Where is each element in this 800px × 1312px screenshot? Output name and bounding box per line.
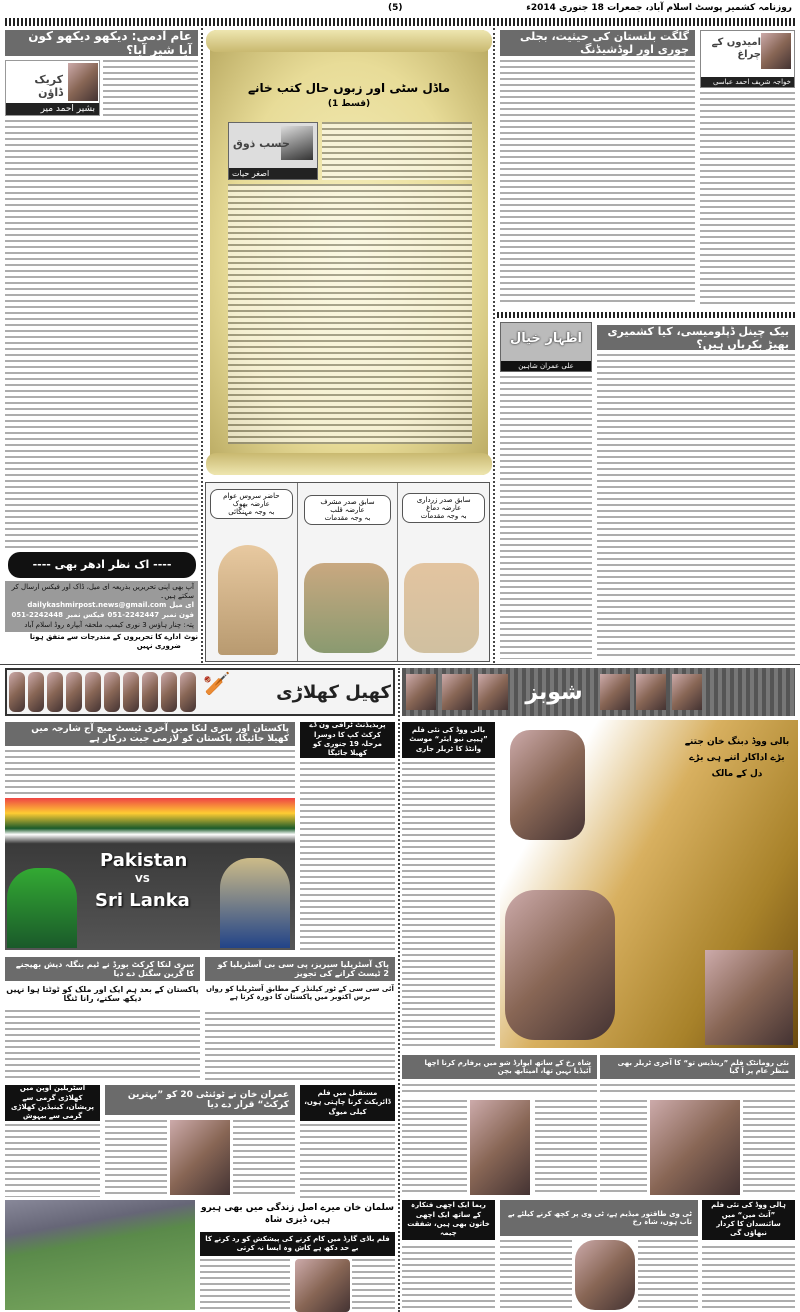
article-text <box>535 1100 597 1195</box>
sports-headline-open: آسٹریلین اوپن میں کھلاڑی گرمی سے پریشان، کینیڈین کھلاڑی گرمی سے بیہوش <box>5 1085 100 1121</box>
showbiz-headline-srk: شاہ رخ کے ساتھ ایوارڈ شو میں پرفارم کرنا اچھا آئیڈیا نہیں تھا، امیتابھ بچن <box>402 1055 597 1079</box>
bubble-line: بہ وجہ مقدمات <box>420 512 467 520</box>
salman-khan-image <box>500 720 798 1048</box>
phone-label: فون نمبر <box>162 610 194 619</box>
decorative-rule <box>497 312 797 318</box>
pakistan-vs-srilanka-image <box>5 798 295 950</box>
column-divider <box>201 28 203 663</box>
contact-text: آپ بھی اپنی تحریریں بذریعہ ای میل، ڈاک اور فیکس ارسال کر سکتے ہیں۔ <box>11 583 194 601</box>
player-photo <box>66 672 82 712</box>
episode-label: (قسط 1) <box>327 99 371 110</box>
article-text <box>5 120 198 548</box>
page-number: (5) <box>388 3 403 13</box>
article-text <box>500 60 695 305</box>
film-still-photo <box>650 1100 740 1195</box>
article-text <box>638 1240 698 1310</box>
team1-label: Pakistan <box>100 850 188 871</box>
cartoon-panel-musharraf <box>298 483 399 661</box>
note-text: ادارے کا تحریروں کے مندرجات سے متفق ہونا ضروری نہیں <box>29 632 181 650</box>
author-name: اصغر حیات <box>229 168 317 179</box>
dateline: روزنامہ کشمیر پوسٹ اسلام آباد، جمعرات 18 جنوری 2014ء <box>526 3 792 13</box>
sports-subheadline-aus: آئی سی سی کے ٹور کیلنڈر کے مطابق آسٹریلیا کو رواں برس اکتوبر میں پاکستان کا دورہ کرنا ہے <box>206 985 394 1001</box>
cartoon-figure <box>404 563 479 653</box>
article-text <box>702 1246 795 1310</box>
phone-number: 051-2242447 <box>107 610 160 619</box>
vs-label: VS <box>135 874 150 885</box>
celebrity-photo <box>672 674 702 710</box>
article-text <box>322 122 472 180</box>
article-text <box>700 92 795 305</box>
team2-label: Sri Lanka <box>95 890 190 911</box>
showbiz-headline-daisy: سلمان خان میرے اصل زندگی میں بھی ہیرو ہیں، ڈیزی شاہ <box>200 1203 395 1225</box>
note-label: نوٹ <box>183 632 198 641</box>
article-text <box>205 1012 395 1082</box>
showbiz-headline-film: بالی ووڈ کی نئی فلم ”ہیپی نیو ایئر“ موسٹ وانٹڈ کا ٹریلر جاری <box>402 722 495 758</box>
contact-box <box>5 581 198 632</box>
bubble-line: بہ وجہ مقدمات <box>324 514 371 522</box>
sports-banner <box>5 668 395 716</box>
sports-headline-main: پاکستان اور سری لنکا میں آخری ٹیسٹ میچ آج شارجہ میں کھیلا جائیگا، پاکستان کو لازمی جیت درکار ہے <box>5 722 295 746</box>
column-name: اظہار خیال <box>509 331 583 346</box>
info-box-title: ---- اک نظر ادھر بھی ---- <box>8 552 196 578</box>
contact-section <box>5 581 198 651</box>
sports-headline-aus: پاک آسٹریلیا سیریز، پی سی بی آسٹریلیا کو 2 ٹیسٹ کرانے کی تجویز <box>205 957 395 981</box>
article-text <box>597 354 795 659</box>
actor-photo <box>510 730 585 840</box>
sports-headline-slc: سری لنکا کرکٹ بورڈ نے ٹیم بنگلہ دیش بھیجنے کا گرین سگنل دے دیا <box>5 957 200 981</box>
article-text <box>300 1124 395 1200</box>
sports-headline-imran: عمران خان نے ٹوئنٹی 20 کو ”بہترین کرکٹ“ قرار دے دیا <box>105 1085 295 1115</box>
section-divider <box>398 668 400 1312</box>
column-name: امیدوں کے چراغ <box>711 37 761 60</box>
cartoon-figure <box>304 563 389 653</box>
scroll-roll-top <box>206 30 492 52</box>
celebrity-photo <box>636 674 666 710</box>
article-text <box>402 1246 495 1310</box>
right-headline: گلگت بلتستان کی حیثیت، بجلی چوری اور لوڈشیڈنگ <box>500 30 695 56</box>
column-logo-box <box>700 30 795 88</box>
player-photo <box>142 672 158 712</box>
sports-banner-title: کھیل کھلاڑی <box>276 681 391 703</box>
cricket-tennis-icon: 🏏 <box>203 672 231 697</box>
shahrukh-photo <box>575 1240 635 1310</box>
celebrity-photo <box>478 674 508 710</box>
author-photo <box>761 33 791 69</box>
showbiz-headline-romantic: نئی رومانٹک فلم ”رینڈیس تو“ کا آخری ٹریلر بھی منظر عام پر آ گیا <box>600 1055 795 1079</box>
article-subheadline <box>402 1084 597 1096</box>
fax-label: فیکس نمبر <box>66 610 105 619</box>
author-photo <box>68 63 98 101</box>
author-name: علی عمران شاہین <box>501 361 591 371</box>
amitabh-photo <box>470 1100 530 1195</box>
bubble-line: عارضہ بھوک <box>232 500 270 508</box>
author-name: بشیر احمد میر <box>6 103 99 115</box>
column-divider <box>493 28 495 663</box>
article-text <box>103 60 198 118</box>
showbiz-headline-reema: ریما ایک اچھی فنکارہ کے ساتھ ایک اچھی خاتون بھی ہیں، شفقت چیمہ <box>402 1200 495 1240</box>
article-text <box>500 376 592 659</box>
bubble-line: حاضر سروس عوام <box>223 492 280 500</box>
fax-number: 051-2242448 <box>11 610 64 619</box>
player-photo <box>47 672 63 712</box>
scroll-background <box>210 30 488 475</box>
article-text <box>5 1124 100 1197</box>
bubble-line: سابق صدر زرداری <box>416 496 471 504</box>
celebrity-photo <box>406 674 436 710</box>
tennis-image <box>5 1200 195 1310</box>
salman-caption: بالی ووڈ دبنگ خان جتنے بڑے اداکار اتنے ہی بڑے دل کے مالک <box>684 737 790 780</box>
column-name: حسب ذوق <box>233 137 290 150</box>
showbiz-banner-title: شوبز <box>525 679 583 705</box>
showbiz-banner <box>402 668 795 716</box>
sports-subheadline-slc: پاکستان کے بعد ہم ایک اور ملک کو ٹوٹتا ہوا نہیں دیکھ سکتے، رانا ٹنگا <box>6 985 199 1003</box>
celebrity-photo <box>600 674 630 710</box>
player-photo <box>104 672 120 712</box>
bubble-line: عارضہ قلب <box>330 506 365 514</box>
showbiz-subheadline-daisy: فلم باڈی گارڈ میں کام کرنے کی پیشکش کو رد کرنے کا بے حد دکھ ہے کاش وہ ایسا نہ کرتی <box>200 1232 395 1256</box>
actor-photo <box>505 890 615 1040</box>
email-link[interactable]: dailykashmirpost.news@gmail.com <box>27 601 167 610</box>
column-logo-box <box>500 322 592 372</box>
bubble-line: بہ وجہ مہنگائی <box>228 508 275 516</box>
section-divider <box>0 664 800 665</box>
showbiz-headline-tv: ٹی وی طاقتور میڈیم ہے، ٹی وی پر کچھ کرنے کیلئے بے تاب ہوں، شاہ رخ <box>500 1200 698 1236</box>
daisy-shah-photo <box>295 1259 350 1312</box>
decorative-rule <box>5 18 795 26</box>
article-text <box>5 1010 200 1082</box>
author-name: خواجہ شریف احمد عباسی <box>701 77 794 87</box>
player-figure <box>220 858 290 948</box>
imran-khan-photo <box>170 1120 230 1195</box>
player-photo <box>85 672 101 712</box>
player-photo <box>161 672 177 712</box>
right-headline-2: بیک چینل ڈپلومیسی، کیا کشمیری بھیڑ بکریاں ہیں؟ <box>597 325 795 350</box>
left-headline: عام آدمی: دیکھو دیکھو کون آیا شیر آیا؟ <box>5 30 198 56</box>
column-name: کریک ڈاؤن <box>34 73 63 99</box>
article-text <box>105 1120 167 1195</box>
article-text <box>5 750 295 795</box>
center-headline: ماڈل سٹی اور زبوں حال کتب خانے <box>247 81 451 95</box>
sports-headline-trophy: پریذیڈنٹ ٹرافی ون ڈے کرکٹ کپ کا دوسرا مرحلہ 19 جنوری کو کھیلا جائیگا <box>300 722 395 758</box>
actor-photo <box>705 950 793 1045</box>
player-figure <box>7 868 77 948</box>
article-text <box>352 1259 395 1310</box>
article-text <box>402 1100 467 1195</box>
bubble-line: عارضہ دماغ <box>426 504 462 512</box>
column-logo-box <box>5 60 100 116</box>
player-photo <box>180 672 196 712</box>
column-logo-box <box>228 122 318 180</box>
center-headline-row <box>224 80 474 110</box>
cartoon-panel-zardari <box>398 483 489 661</box>
celebrity-photo <box>442 674 472 710</box>
article-text <box>228 184 472 444</box>
cartoon-figure <box>218 545 278 655</box>
article-text <box>233 1120 295 1195</box>
player-photo <box>9 672 25 712</box>
article-text <box>402 762 495 1047</box>
editor-note <box>5 633 198 651</box>
article-text <box>743 1100 795 1195</box>
cartoon-panel-public <box>206 483 298 661</box>
cartoon <box>205 482 490 662</box>
bubble-line: سابق صدر مشرف <box>320 498 375 506</box>
email-label: ای میل <box>169 601 194 610</box>
article-text <box>600 1100 647 1195</box>
article-text <box>300 762 395 952</box>
address: پتہ: چنار ہاؤس 3 نوری کیمپ، ملحقہ آبپارہ روڈ اسلام آباد <box>24 620 194 629</box>
article-text <box>500 1240 572 1310</box>
player-photo <box>123 672 139 712</box>
article-subheadline <box>600 1084 795 1096</box>
showbiz-headline-antman: ہالی ووڈ کی نئی فلم ”آنٹ مین“ میں سائنسدان کا کردار نبھاؤں گی <box>702 1200 795 1240</box>
scroll-roll-bottom <box>206 453 492 475</box>
sports-headline-kylie: مستقبل میں فلم ڈائریکٹ کرنا چاہتی ہوں، کیلی میوگ <box>300 1085 395 1121</box>
article-text <box>200 1259 290 1310</box>
player-photo <box>28 672 44 712</box>
